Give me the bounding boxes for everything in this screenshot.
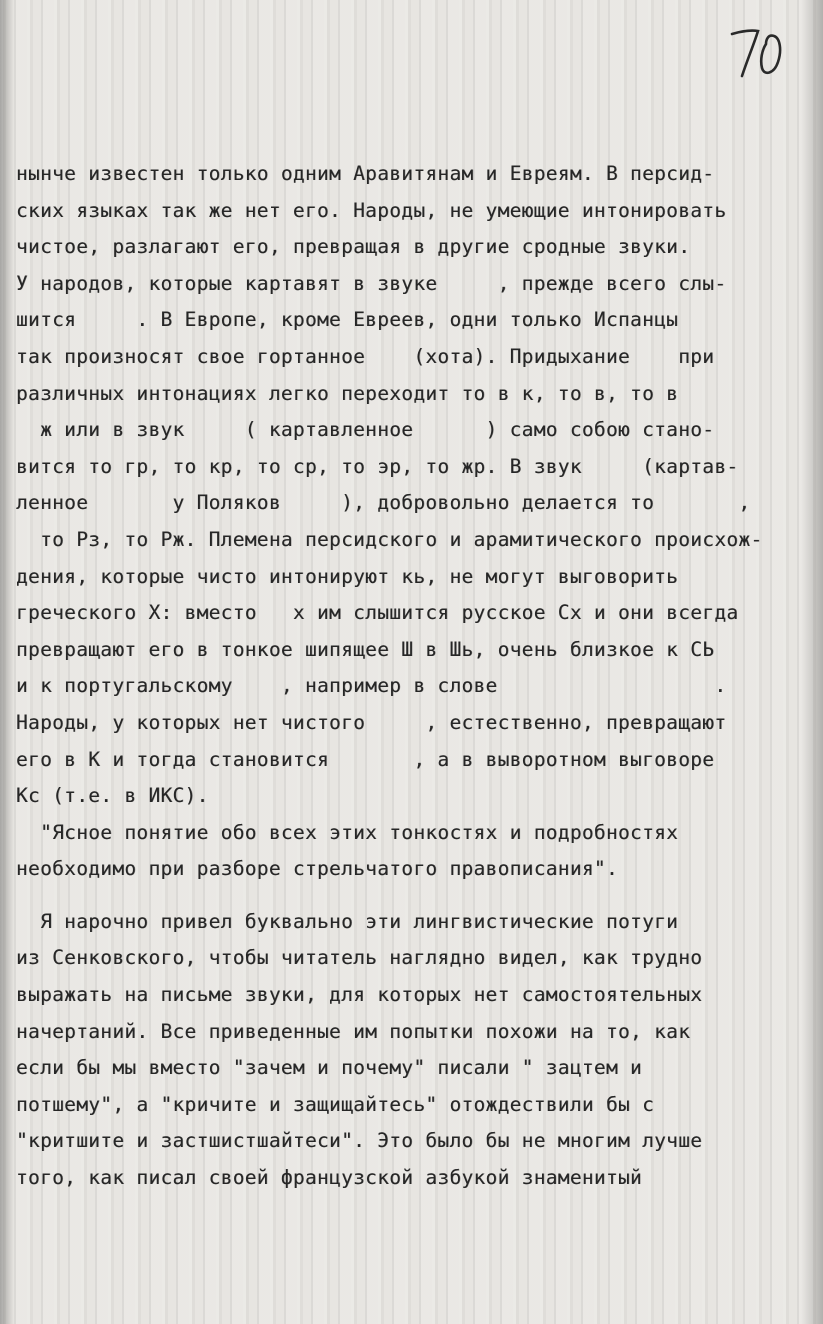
text-line: из Сенковского, чтобы читатель наглядно видел, как трудно: [16, 946, 703, 970]
text-line: так произносят свое гортанное (хота). Придыхание при: [16, 344, 715, 368]
text-line: превращают его в тонкое шипящее Ш в Шь, очень близкое к СЬ: [16, 637, 715, 661]
text-line: выражать на письме звуки, для которых нет самостоятельных: [16, 983, 703, 1007]
text-line: чистое, разлагают его, превращая в другие сродные звуки.: [16, 235, 691, 259]
text-line: "Ясное понятие обо всех этих тонкостях и подробностях: [16, 820, 679, 844]
text-line: потшему", а "кричите и защищайтесь" отождествили бы с: [16, 1092, 655, 1116]
text-line: ских языках так же нет его. Народы, не умеющие интонировать: [16, 198, 727, 222]
text-line: того, как писал своей французской азбукой знаменитый: [16, 1166, 643, 1190]
text-line: то Рз, то Рж. Племена персидского и арамитического происхож-: [16, 527, 763, 551]
text-line: греческого X: вместо х им слышится русское Сх и они всегда: [16, 601, 739, 625]
handwritten-page-number: [728, 14, 788, 84]
text-line: если бы мы вместо "зачем и почему" писали " зацтем и: [16, 1056, 643, 1080]
paragraph: [16, 156, 806, 815]
text-line: вится то гр, то кр, то ср, то эр, то жр. В звук (картав-: [16, 454, 739, 478]
typewritten-text: [16, 156, 806, 1197]
page-shadow-left: [0, 0, 14, 1324]
text-line: У народов, которые картавят в звуке , прежде всего слы-: [16, 271, 727, 295]
text-line: и к португальскому , например в слове .: [16, 674, 727, 698]
text-line: "критшите и застшистшайтеси". Это было бы не многим лучше: [16, 1129, 703, 1153]
text-line: дения, которые чисто интонируют кь, не могут выговорить: [16, 564, 679, 588]
text-line: Кс (т.е. в ИКС).: [16, 784, 209, 808]
text-line: нынче известен только одним Аравитянам и Евреям. В персид-: [16, 162, 715, 185]
paragraph: [16, 904, 806, 1197]
text-line: необходимо при разборе стрельчатого правописания".: [16, 857, 618, 881]
text-line: Народы, у которых нет чистого , естественно, превращают: [16, 710, 727, 734]
page-number-handwriting: [728, 14, 788, 84]
text-line: его в К и тогда становится , а в выворотном выговоре: [16, 747, 715, 771]
text-line: ж или в звук ( картавленное ) само собою стано-: [16, 418, 715, 442]
text-line: различных интонациях легко переходит то в к, то в, то в: [16, 381, 679, 405]
text-line: шится . В Европе, кроме Евреев, одни только Испанцы: [16, 308, 679, 332]
text-line: ленное у Поляков ), добровольно делается то ,: [16, 491, 751, 515]
paragraph-gap: [16, 888, 806, 904]
paragraph: [16, 815, 806, 888]
text-line: Я нарочно привел буквально эти лингвистические потуги: [16, 909, 679, 933]
text-line: начертаний. Все приведенные им попытки похожи на то, как: [16, 1019, 691, 1043]
